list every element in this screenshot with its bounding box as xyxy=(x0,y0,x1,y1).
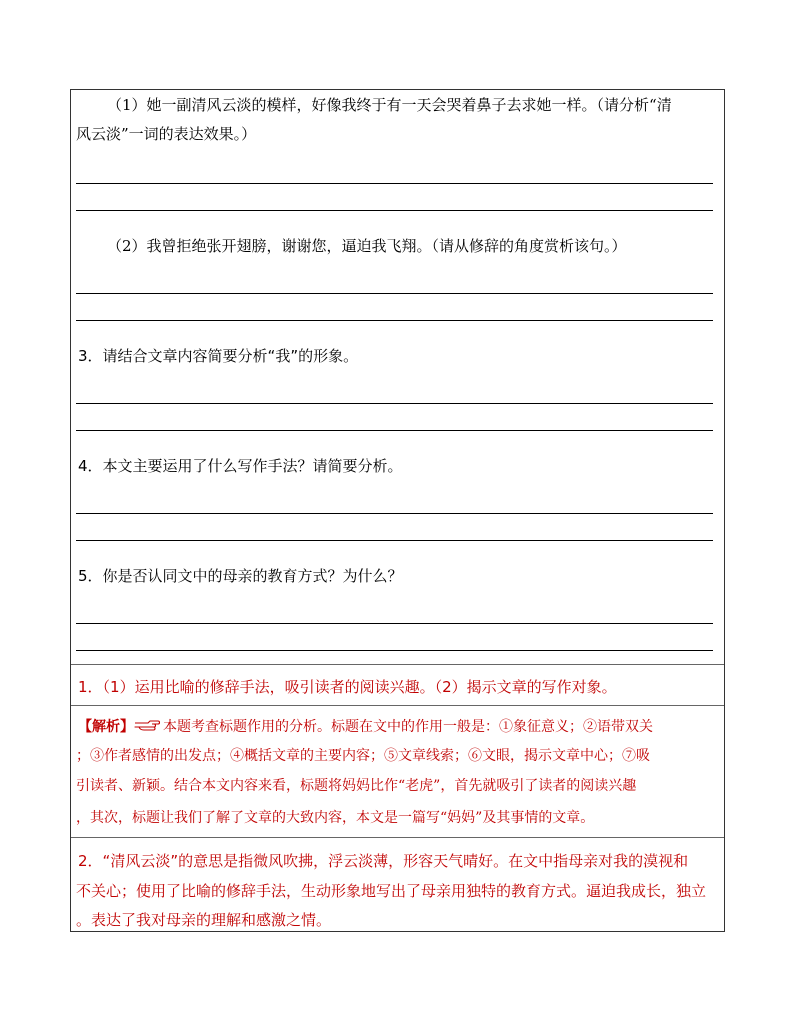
question-2-1-line1: （1）她一副清风云淡的模样，好像我终于有一天会哭着鼻子去求她一样。（请分析“清 xyxy=(107,96,672,114)
question-5: 5．你是否认同文中的母亲的教育方式？为什么？ xyxy=(78,567,403,585)
answer-2-line1: 2．“清风云淡”的意思是指微风吹拂，浮云淡薄，形容天气晴好。在文中指母亲对我的漠视和 xyxy=(78,852,689,870)
answer-2-line3: 。表达了我对母亲的理解和感激之情。 xyxy=(76,911,332,929)
answer-line xyxy=(76,403,713,404)
question-3: 3．请结合文章内容简要分析“我”的形象。 xyxy=(78,347,359,365)
analysis-line4: ，其次，标题让我们了解了文章的大致内容，本文是一篇写“妈妈”及其事情的文章。 xyxy=(76,810,595,826)
analysis-text-1: 本题考查标题作用的分析。标题在文中的作用一般是：①象征意义；②语带双关 xyxy=(163,719,653,735)
answer-line xyxy=(76,293,713,294)
section-divider xyxy=(71,837,724,838)
answer-1: 1．（1）运用比喻的修辞手法，吸引读者的阅读兴趣。（2）揭示文章的写作对象。 xyxy=(78,678,617,696)
content-frame xyxy=(70,89,725,932)
answer-line xyxy=(76,183,713,184)
pointing-hand-icon xyxy=(134,719,160,732)
section-divider xyxy=(71,664,724,665)
answer-line xyxy=(76,513,713,514)
answer-2-line2: 不关心；使用了比喻的修辞手法，生动形象地写出了母亲用独特的教育方式。逼迫我成长，独立 xyxy=(76,882,707,900)
analysis-line1 xyxy=(78,717,653,737)
answer-line xyxy=(76,210,713,211)
question-2-1-line2: 风云淡”一词的表达效果。） xyxy=(76,125,257,143)
section-divider xyxy=(71,705,724,706)
answer-line xyxy=(76,650,713,651)
analysis-line3: 引读者、新颖。结合本文内容来看，标题将妈妈比作“老虎”，首先就吸引了读者的阅读兴趣 xyxy=(76,778,637,794)
answer-line xyxy=(76,430,713,431)
answer-line xyxy=(76,623,713,624)
question-4: 4．本文主要运用了什么写作手法？请简要分析。 xyxy=(78,457,403,475)
analysis-line2: ；③作者感情的出发点；④概括文章的主要内容；⑤文章线索；⑥文眼，揭示文章中心；⑦吸 xyxy=(76,748,650,764)
answer-line xyxy=(76,320,713,321)
analysis-label: 【解析】 xyxy=(78,719,134,735)
question-2-2: （2）我曾拒绝张开翅膀，谢谢您，逼迫我飞翔。（请从修辞的角度赏析该句。） xyxy=(107,237,627,255)
answer-line xyxy=(76,540,713,541)
